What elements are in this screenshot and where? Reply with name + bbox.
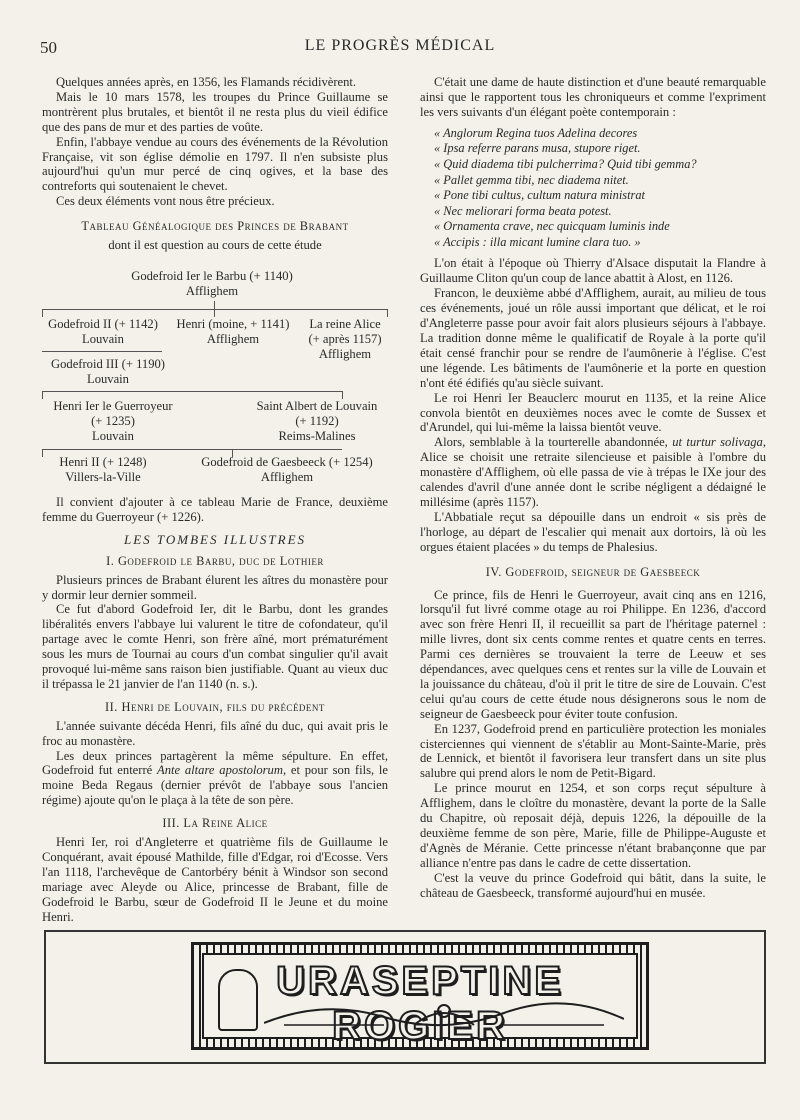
verse-line: « Ornamenta crave, nec quicquam luminis inde bbox=[434, 219, 670, 234]
node-name: Henri II (+ 1248) bbox=[59, 454, 147, 469]
left-column bbox=[42, 75, 388, 925]
advertisement-title: URASEPTINE ROGIER bbox=[276, 959, 564, 1048]
genealogy-node bbox=[38, 317, 168, 347]
verse-line: « Accipis : illa micant lumine clara tuo. » bbox=[434, 234, 641, 249]
tree-line bbox=[42, 391, 342, 392]
node-name: Godefroid II (+ 1142) bbox=[48, 316, 158, 331]
genealogy-node bbox=[182, 455, 392, 485]
latin-verses bbox=[434, 126, 766, 251]
paragraph bbox=[42, 749, 388, 809]
paragraph: Ces deux éléments vont nous être précieux. bbox=[56, 194, 275, 209]
subsection-title: IV. Godefroid, seigneur de Gaesbeeck bbox=[485, 564, 701, 579]
node-place: Louvain bbox=[82, 331, 124, 346]
advertisement-frame bbox=[191, 942, 649, 1050]
verse-line: « Quid diadema tibi pulcherrima? Quid tibi gemma? bbox=[434, 156, 697, 171]
paragraph: Quelques années après, en 1356, les Flamands récidivèrent. bbox=[56, 75, 357, 89]
paragraph: Plusieurs princes de Brabant élurent les aîtres du monastère pour y dormir leur dernier sommeil. bbox=[42, 572, 388, 602]
tree-line bbox=[42, 391, 43, 399]
paragraph bbox=[420, 435, 766, 510]
genealogy-node bbox=[112, 269, 312, 299]
paragraph: Le prince mourut en 1254, et son corps reçut sépulture à Afflighem, dans le cloître du monastère, devant la porte de la Salle du Chapitre, où reposait déjà, depuis 1226, la dépouille de la deuxième femme de son père, Marie, fille de Philippe-Auguste et d'Agnès de Méranie. Cette princesse n'étant brabançonne que par alliance n'entre pas dans le cadre de cette dissertation. bbox=[420, 781, 766, 870]
paragraph: Ce prince, fils de Henri le Guerroyeur, avait cinq ans en 1216, lorsqu'il fut livré comme otage au roi Philippe. En 1236, d'accord avec son frère Henri II, il recueillit sa part de l'héritage paternel : mille livres, dont six cents comme rentes et quatre cents en terres. Parmi ces dernières se trouvaient la terre de Leeuw et ses dépendances, avec quelques cens et rentes sur la ville de Louvain et la jouissance du château, d'où il prit le titre de sire de Louvain. C'est celui qu'au cours de cette étude nous désignerons sous le nom de seigneur de Gaesbeeck pour éviter toute confusion. bbox=[420, 587, 766, 721]
node-place: Villers-la-Ville bbox=[65, 469, 141, 484]
tree-line bbox=[42, 309, 388, 310]
text-run: , Alice se choisit une retraite silencieuse et paisible à l'ombre du monastère d'Afflighem, où elle passa de vie à trépas le IXe jour des calendes d'avril d'une année dont le scribe négligent a dédaigné le millésime (après 1157). bbox=[420, 435, 766, 509]
right-column bbox=[420, 75, 766, 901]
verse-line: « Anglorum Regina tuos Adelina decores bbox=[434, 125, 638, 140]
genealogy-tree bbox=[42, 259, 388, 489]
tree-line bbox=[42, 351, 162, 352]
text-run: Alors, semblable à la tourterelle abandonnée, bbox=[434, 435, 673, 450]
verse-line: « Nec meliorari forma beata potest. bbox=[434, 203, 612, 218]
genealogy-node bbox=[168, 317, 298, 347]
paragraph: Mais le 10 mars 1578, les troupes du Prince Guillaume se montrèrent plus brutales, et bientôt il ne resta plus du vieil édifice que des pans de mur et des parties de voûte. bbox=[42, 89, 388, 134]
genealogy-table-subtitle: dont il est question au cours de cette étude bbox=[108, 238, 322, 253]
node-place: Afflighem bbox=[206, 331, 260, 346]
pharmacist-figure-icon bbox=[218, 969, 258, 1031]
node-place: Afflighem bbox=[318, 346, 372, 361]
latin-phrase: ut turtur solivaga bbox=[672, 435, 763, 450]
tree-line bbox=[42, 309, 43, 317]
node-place: Afflighem bbox=[260, 469, 314, 484]
node-place: Reims-Malines bbox=[278, 428, 356, 443]
paragraph: L'Abbatiale reçut sa dépouille dans un endroit « sis près de l'horloge, au départ de l'escalier qui menait aux dortoirs, là où les orgues étaient placées » du temps de Phalesius. bbox=[420, 509, 766, 554]
node-name: Saint Albert de Louvain bbox=[256, 398, 378, 413]
node-date: (+ 1192) bbox=[295, 413, 339, 428]
verse-line: « Pallet gemma tibi, nec diadema nitet. bbox=[434, 172, 629, 187]
genealogy-node bbox=[38, 357, 178, 387]
verse-line: « Pone tibi cultus, cultum natura ministrat bbox=[434, 188, 645, 203]
paragraph: L'année suivante décéda Henri, fils aîné du duc, qui avait pris le froc au monastère. bbox=[42, 718, 388, 748]
text-run: , et pour son fils, le moine Beda Regaus (dernier prévôt de l'abbaye sous l'ancien régime) ajoute qu'on le plaça à la tête de son père. bbox=[42, 763, 388, 808]
node-date: (+ 1235) bbox=[91, 413, 135, 428]
node-name: Godefroid Ier le Barbu (+ 1140) bbox=[131, 268, 293, 283]
node-place: Afflighem bbox=[185, 283, 239, 298]
node-place: Louvain bbox=[92, 428, 134, 443]
advertisement-box bbox=[44, 930, 766, 1064]
paragraph: Henri Ier, roi d'Angleterre et quatrième fils de Guillaume le Conquérant, avait épousé Mathilde, fille d'Edgar, roi d'Ecosse. Vers l'an 1118, l'archevêque de Cantorbéry bénit à Windsor son second mariage avec Aleyde ou Alice, princesse de Brabant, fille de Godefroid le Barbu, sœur de Godefroid II le Jeune et du moine Henri. bbox=[42, 835, 388, 924]
tree-line bbox=[42, 449, 342, 450]
paragraph: L'on était à l'époque où Thierry d'Alsace disputait la Flandre à Guillaume Cliton qu'un coup de lance abattit à Alost, en 1126. bbox=[420, 256, 766, 286]
node-date: (+ après 1157) bbox=[308, 331, 382, 346]
node-name: Godefroid de Gaesbeeck (+ 1254) bbox=[201, 454, 373, 469]
node-place: Louvain bbox=[87, 371, 129, 386]
paragraph: Enfin, l'abbaye vendue au cours des événements de la Révolution Française, vit son église démolie en 1797. Il n'en subsiste plus aujourd'hui qu'un mur percé de cinq ogives, et la base des contreforts qui soutenaient le chevet. bbox=[42, 134, 388, 194]
subsection-title: III. La Reine Alice bbox=[162, 816, 268, 831]
node-name: Henri (moine, + 1141) bbox=[176, 316, 290, 331]
tree-line bbox=[214, 309, 215, 317]
tree-line bbox=[387, 309, 388, 317]
ornament-icon bbox=[264, 995, 624, 1029]
node-name: Godefroid III (+ 1190) bbox=[51, 356, 165, 371]
running-head: LE PROGRÈS MÉDICAL bbox=[304, 37, 496, 54]
tree-line bbox=[342, 391, 343, 399]
genealogy-node bbox=[242, 399, 392, 444]
paragraph: C'est la veuve du prince Godefroid qui bâtit, dans la suite, le château de Gaesbeeck, transformé aujourd'hui en musée. bbox=[420, 870, 766, 900]
genealogy-node bbox=[38, 399, 188, 444]
verse-line: « Ipsa referre parans musa, stupore riget. bbox=[434, 141, 641, 156]
node-name: Henri Ier le Guerroyeur bbox=[53, 398, 173, 413]
paragraph: Le roi Henri Ier Beauclerc mourut en 1135, et la reine Alice convola bientôt en deuxièmes noces avec le comte de Sussex et d'Arundel, qui lui-même la laissa bientôt veuve. bbox=[420, 390, 766, 435]
paragraph: Francon, le deuxième abbé d'Afflighem, aurait, au milieu de tous ces événements, joué un rôle aussi important que délicat, et le roi d'Angleterre passe pour avoir fait alors plusieurs séjours à l'abbaye. La tradition donne même le qualificatif de Royale à la porte qu'il était censé franchir pour se rendre de l'aumônerie à l'église. C'est une légende. Les bâtiments de l'aumônerie et la porte en question n'ont été édifiés qu'au siècle suivant. bbox=[420, 286, 766, 390]
paragraph: Il convient d'ajouter à ce tableau Marie de France, deuxième femme du Guerroyeur (+ 1226). bbox=[42, 494, 388, 524]
advertisement-panel bbox=[202, 953, 638, 1048]
paragraph: C'était une dame de haute distinction et d'une beauté remarquable ainsi que le rapportent tous les chroniqueurs et comme l'expriment les vers suivants d'un élégant poète contemporain : bbox=[420, 75, 766, 119]
text-run: Les deux princes partagèrent la même sépulture. En effet, Godefroid fut enterré bbox=[42, 748, 388, 778]
genealogy-node bbox=[300, 317, 390, 362]
subsection-title: I. Godefroid le Barbu, duc de Lothier bbox=[106, 553, 324, 568]
genealogy-node bbox=[38, 455, 168, 485]
genealogy-table-title: Tableau Généalogique des Princes de Brabant bbox=[81, 219, 349, 234]
section-heading: LES TOMBES ILLUSTRES bbox=[123, 531, 307, 547]
subsection-title: II. Henri de Louvain, fils du précédent bbox=[105, 699, 325, 714]
node-name: La reine Alice bbox=[309, 316, 381, 331]
page-number: 50 bbox=[40, 38, 57, 57]
paragraph: En 1237, Godefroid prend en particulière protection les moniales cisterciennes qui viennent de s'établir au Mont-Sainte-Marie, près de Lennick, et bientôt il favorisera leur transfert dans un site plus salubre qui prend alors le nom de Petit-Bigard. bbox=[420, 721, 766, 781]
latin-phrase: Ante altare apostolorum bbox=[157, 763, 283, 778]
paragraph: Ce fut d'abord Godefroid Ier, dit le Barbu, dont les grandes libéralités envers l'abbaye lui valurent le titre de cofondateur, qu'il partage avec le comte Henri, son frère aîné, mort prématurément sous les murs de Tournai au cours d'un combat singulier qu'il avait provoqué lui-même sans raison bien justifiable. Quant au vieux duc il trépassa le 21 janvier de l'an 1140 (n. s.). bbox=[42, 602, 388, 691]
tree-line bbox=[214, 301, 215, 309]
